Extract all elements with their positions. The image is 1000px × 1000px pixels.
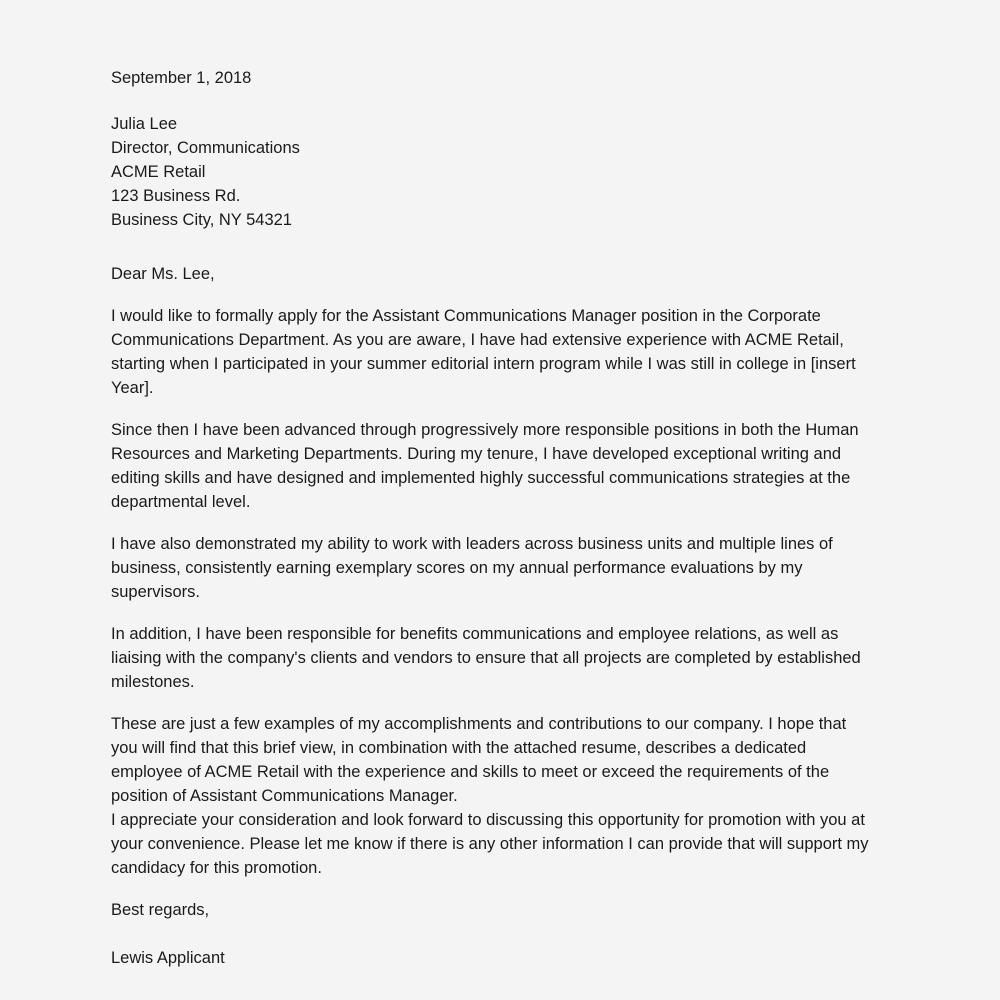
recipient-company: ACME Retail [111,163,206,181]
letter-paragraph-2: Since then I have been advanced through progressively more responsible positions in both the Human Resources and Marketing Departments. During my tenure, I have developed exceptional writing and editing skills and have designed and implemented highly successful communications strategies at the departmental level. [111,421,859,511]
letter-paragraph-3: I have also demonstrated my ability to work with leaders across business units and multiple lines of business, consistently earning exemplary scores on my annual performance evaluations by my supervisors. [111,535,833,601]
letter-paragraph-1: I would like to formally apply for the Assistant Communications Manager position in the Corporate Communications Department. As you are aware, I have had extensive experience with ACME Retail, starting when I participated in your summer editorial intern program while I was still in college in [insert Year]. [111,307,856,397]
recipient-street: 123 Business Rd. [111,187,241,205]
letter-date: September 1, 2018 [111,69,252,87]
letter-salutation: Dear Ms. Lee, [111,265,215,283]
recipient-name: Julia Lee [111,115,178,133]
recipient-address-block [111,112,875,232]
cover-letter-document [111,66,875,970]
letter-paragraph-4: In addition, I have been responsible for benefits communications and employee relations, as well as liaising with the company's clients and vendors to ensure that all projects are completed by established milestones. [111,625,861,691]
recipient-city-state-zip: Business City, NY 54321 [111,211,292,229]
letter-paragraph-6: I appreciate your consideration and look forward to discussing this opportunity for promotion with you at your convenience. Please let me know if there is any other information I can provide that will support my candidacy for this promotion. [111,811,869,877]
letter-closing: Best regards, [111,901,210,919]
recipient-title: Director, Communications [111,139,300,157]
letter-paragraph-5: These are just a few examples of my accomplishments and contributions to our company. I hope that you will find that this brief view, in combination with the attached resume, describes a dedicated employee of ACME Retail with the experience and skills to meet or exceed the requirements of the position of Assistant Communications Manager. [111,715,847,805]
letter-signature-name: Lewis Applicant [111,949,225,967]
